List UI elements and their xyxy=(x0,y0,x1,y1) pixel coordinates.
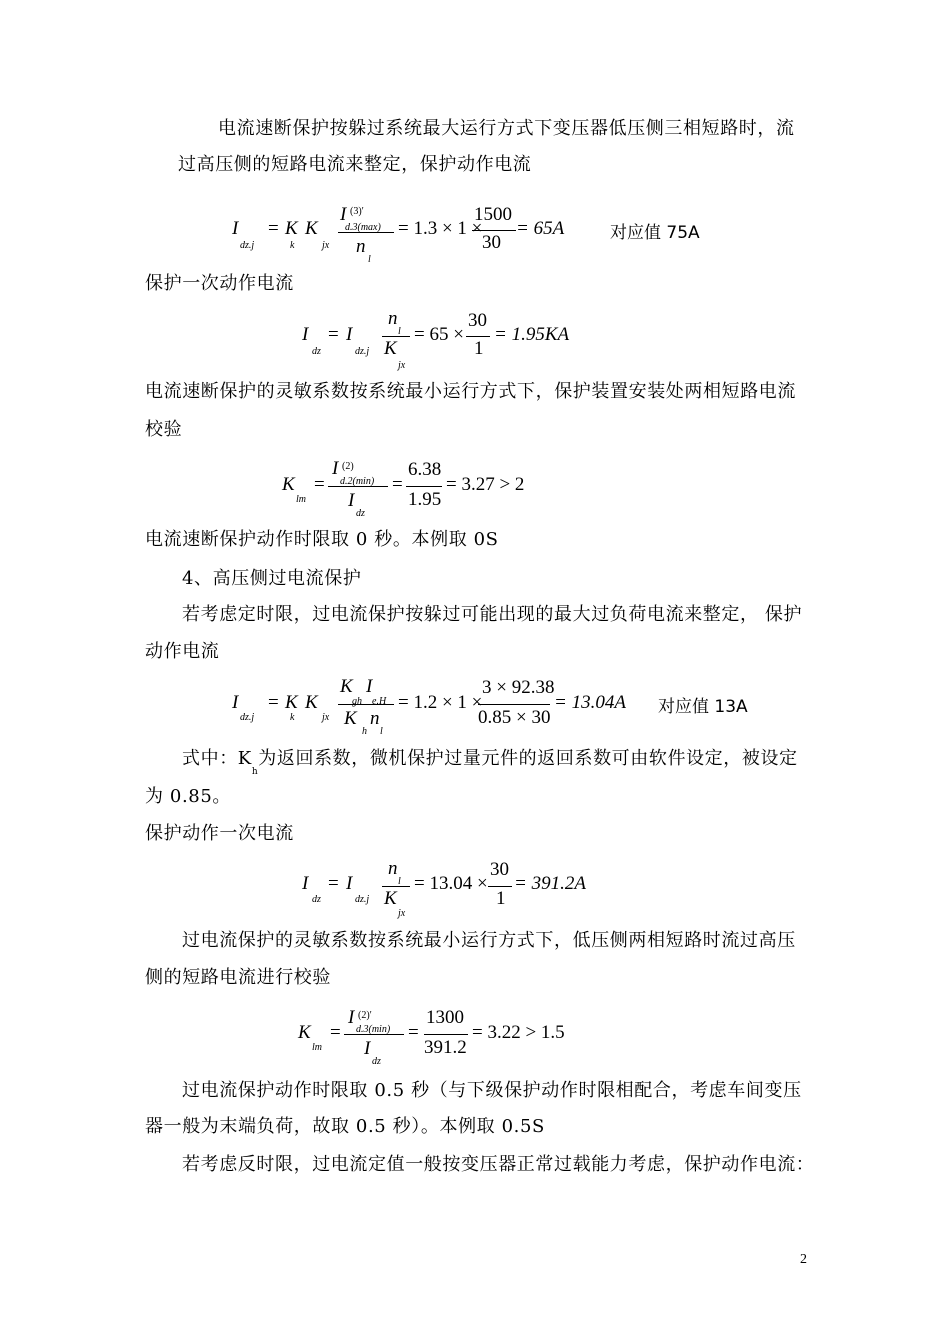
formula-term: 1300 xyxy=(426,1007,464,1028)
formula-term: 0.85 × 30 xyxy=(478,707,551,728)
formula-term: 30 xyxy=(490,859,509,880)
formula-term: jx xyxy=(398,908,406,919)
formula-term: dz xyxy=(312,894,321,905)
formula-term: 3 × 92.38 xyxy=(482,677,555,698)
formula-term: I xyxy=(232,692,239,713)
formula-term: n xyxy=(356,236,366,257)
fraction-bar xyxy=(478,704,550,705)
formula-term: l xyxy=(368,254,371,265)
formula-term: jx xyxy=(322,712,330,723)
formula-term: d.3(min) xyxy=(356,1024,391,1035)
equivalent-value-note: 对应值 75A xyxy=(610,223,700,243)
formula-term: K xyxy=(384,338,397,359)
formula-term: dz xyxy=(372,1056,381,1067)
paragraph-text: 器一般为末端负荷，故取 0.5 秒）。本例取 0.5S xyxy=(145,1116,545,1137)
formula-term: lm xyxy=(312,1042,322,1053)
formula-term: = xyxy=(330,1022,341,1043)
formula-term: l xyxy=(398,876,401,887)
page-number: 2 xyxy=(800,1252,807,1267)
formula-term: n xyxy=(370,708,380,729)
formula-term: = xyxy=(314,474,325,495)
fraction-bar xyxy=(382,336,410,337)
formula-term: = xyxy=(328,324,339,345)
formula-term: K xyxy=(285,218,298,239)
formula-term: dz.j xyxy=(355,894,370,905)
formula-term: I xyxy=(346,873,353,894)
formula-term: = 13.04A xyxy=(554,692,626,713)
paragraph-text: 电流速断保护的灵敏系数按系统最小运行方式下，保护装置安装处两相短路电流 xyxy=(145,381,796,402)
paragraph-text: 保护一次动作电流 xyxy=(145,273,294,294)
formula-term: 30 xyxy=(482,232,501,253)
formula-term: = 1.3 × 1 × xyxy=(398,218,483,239)
formula-term: = xyxy=(392,474,403,495)
formula-term: 1 xyxy=(496,888,506,909)
paragraph-text: 动作电流 xyxy=(145,641,220,662)
formula-term: K xyxy=(384,888,397,909)
formula-term: dz.j xyxy=(240,240,255,251)
paragraph-text: 侧的短路电流进行校验 xyxy=(145,967,331,988)
formula-term: dz xyxy=(312,346,321,357)
formula-term: k xyxy=(290,240,295,251)
paragraph-text: 若考虑反时限，过电流定值一般按变压器正常过载能力考虑，保护动作电流： xyxy=(182,1154,815,1175)
formula-term: = 13.04 × xyxy=(414,873,488,894)
paragraph-text: 过高压侧的短路电流来整定，保护动作电流 xyxy=(178,154,532,175)
formula-term: I xyxy=(302,324,309,345)
formula-term: 30 xyxy=(468,310,487,331)
formula-term: I xyxy=(348,490,355,511)
formula-term: 6.38 xyxy=(408,459,442,480)
formula-term: jx xyxy=(322,240,330,251)
fraction-bar xyxy=(406,486,442,487)
paragraph-text: 若考虑定时限，过电流保护按躲过可能出现的最大过负荷电流来整定， 保护 xyxy=(182,604,803,625)
formula-term: = 1.2 × 1 × xyxy=(398,692,483,713)
formula-term: 1.95 xyxy=(408,489,442,510)
formula-term: I xyxy=(346,324,353,345)
formula-term: jx xyxy=(398,360,406,371)
formula-term: = 65 × xyxy=(414,324,464,345)
formula-term: l xyxy=(398,326,401,337)
formula-term: = xyxy=(408,1022,419,1043)
formula-term: dz xyxy=(356,508,365,519)
formula-term: I xyxy=(302,873,309,894)
fraction-bar xyxy=(488,886,512,887)
formula-term: I xyxy=(340,204,347,225)
paragraph-text: 过电流保护动作时限取 0.5 秒（与下级保护动作时限相配合，考虑车间变压 xyxy=(182,1080,802,1101)
formula-term: = 3.22 > 1.5 xyxy=(472,1022,565,1043)
fraction-bar xyxy=(424,1034,468,1035)
paragraph-text: 电流速断保护动作时限取 0 秒。本例取 0S xyxy=(145,529,499,550)
formula-term: = 1.95KA xyxy=(494,324,570,345)
formula-term: K xyxy=(285,692,298,713)
formula-term: gh xyxy=(352,696,362,707)
section-heading: 4、高压侧过电流保护 xyxy=(182,568,362,589)
formula-term: K xyxy=(282,474,295,495)
formula-term: lm xyxy=(296,494,306,505)
paragraph-text: 保护动作一次电流 xyxy=(145,823,294,844)
formula-term: = xyxy=(328,873,339,894)
fraction-bar xyxy=(344,1034,404,1035)
formula-term: K xyxy=(305,692,318,713)
formula-term: (2)′ xyxy=(358,1010,372,1021)
formula-term: k xyxy=(290,712,295,723)
formula-term: (2) xyxy=(342,461,354,472)
formula-term: (3)′ xyxy=(350,206,364,217)
formula-term: K xyxy=(305,218,318,239)
formula-term: I xyxy=(366,676,373,697)
fraction-bar xyxy=(338,704,394,705)
formula-term: dz.j xyxy=(240,712,255,723)
formula-term: l xyxy=(380,726,383,737)
fraction-bar xyxy=(472,230,516,231)
formula-term: K xyxy=(344,708,357,729)
formula-term: e.H xyxy=(372,696,387,707)
formula-term: n xyxy=(388,858,398,879)
formula-term: K xyxy=(298,1022,311,1043)
formula-term: = 65A xyxy=(516,218,565,239)
equivalent-value-note: 对应值 13A xyxy=(658,697,748,717)
fraction-bar xyxy=(328,486,388,487)
formula-term: = xyxy=(268,218,279,239)
formula-term: I xyxy=(332,458,339,479)
formula-term: = 391.2A xyxy=(514,873,586,894)
formula-term: K xyxy=(340,676,353,697)
formula-term: I xyxy=(364,1038,371,1059)
formula-term: dz.j xyxy=(355,346,370,357)
paragraph-text: 校验 xyxy=(145,419,183,440)
formula-term: 1 xyxy=(474,338,484,359)
fraction-bar xyxy=(466,336,490,337)
formula-term: 1500 xyxy=(474,204,512,225)
formula-term: d.2(min) xyxy=(340,476,375,487)
formula-term: h xyxy=(362,726,367,737)
formula-term: = 3.27 > 2 xyxy=(446,474,525,495)
paragraph-text: 式中：$K_h$为返回系数，微机保护过量元件的返回系数可由软件设定，被设定 xyxy=(182,748,798,777)
fraction-bar xyxy=(338,232,394,233)
paragraph-text: 为 0.85。 xyxy=(145,786,231,807)
formula-term: 391.2 xyxy=(424,1037,467,1058)
formula-term: n xyxy=(388,308,398,329)
formula-term: I xyxy=(348,1007,355,1028)
paragraph-text: 过电流保护的灵敏系数按系统最小运行方式下，低压侧两相短路时流过高压 xyxy=(182,930,796,951)
paragraph-text: 电流速断保护按躲过系统最大运行方式下变压器低压侧三相短路时，流 xyxy=(218,118,795,139)
formula-term: d.3(max) xyxy=(345,222,381,233)
formula-term: = xyxy=(268,692,279,713)
fraction-bar xyxy=(382,886,410,887)
formula-term: I xyxy=(232,218,239,239)
